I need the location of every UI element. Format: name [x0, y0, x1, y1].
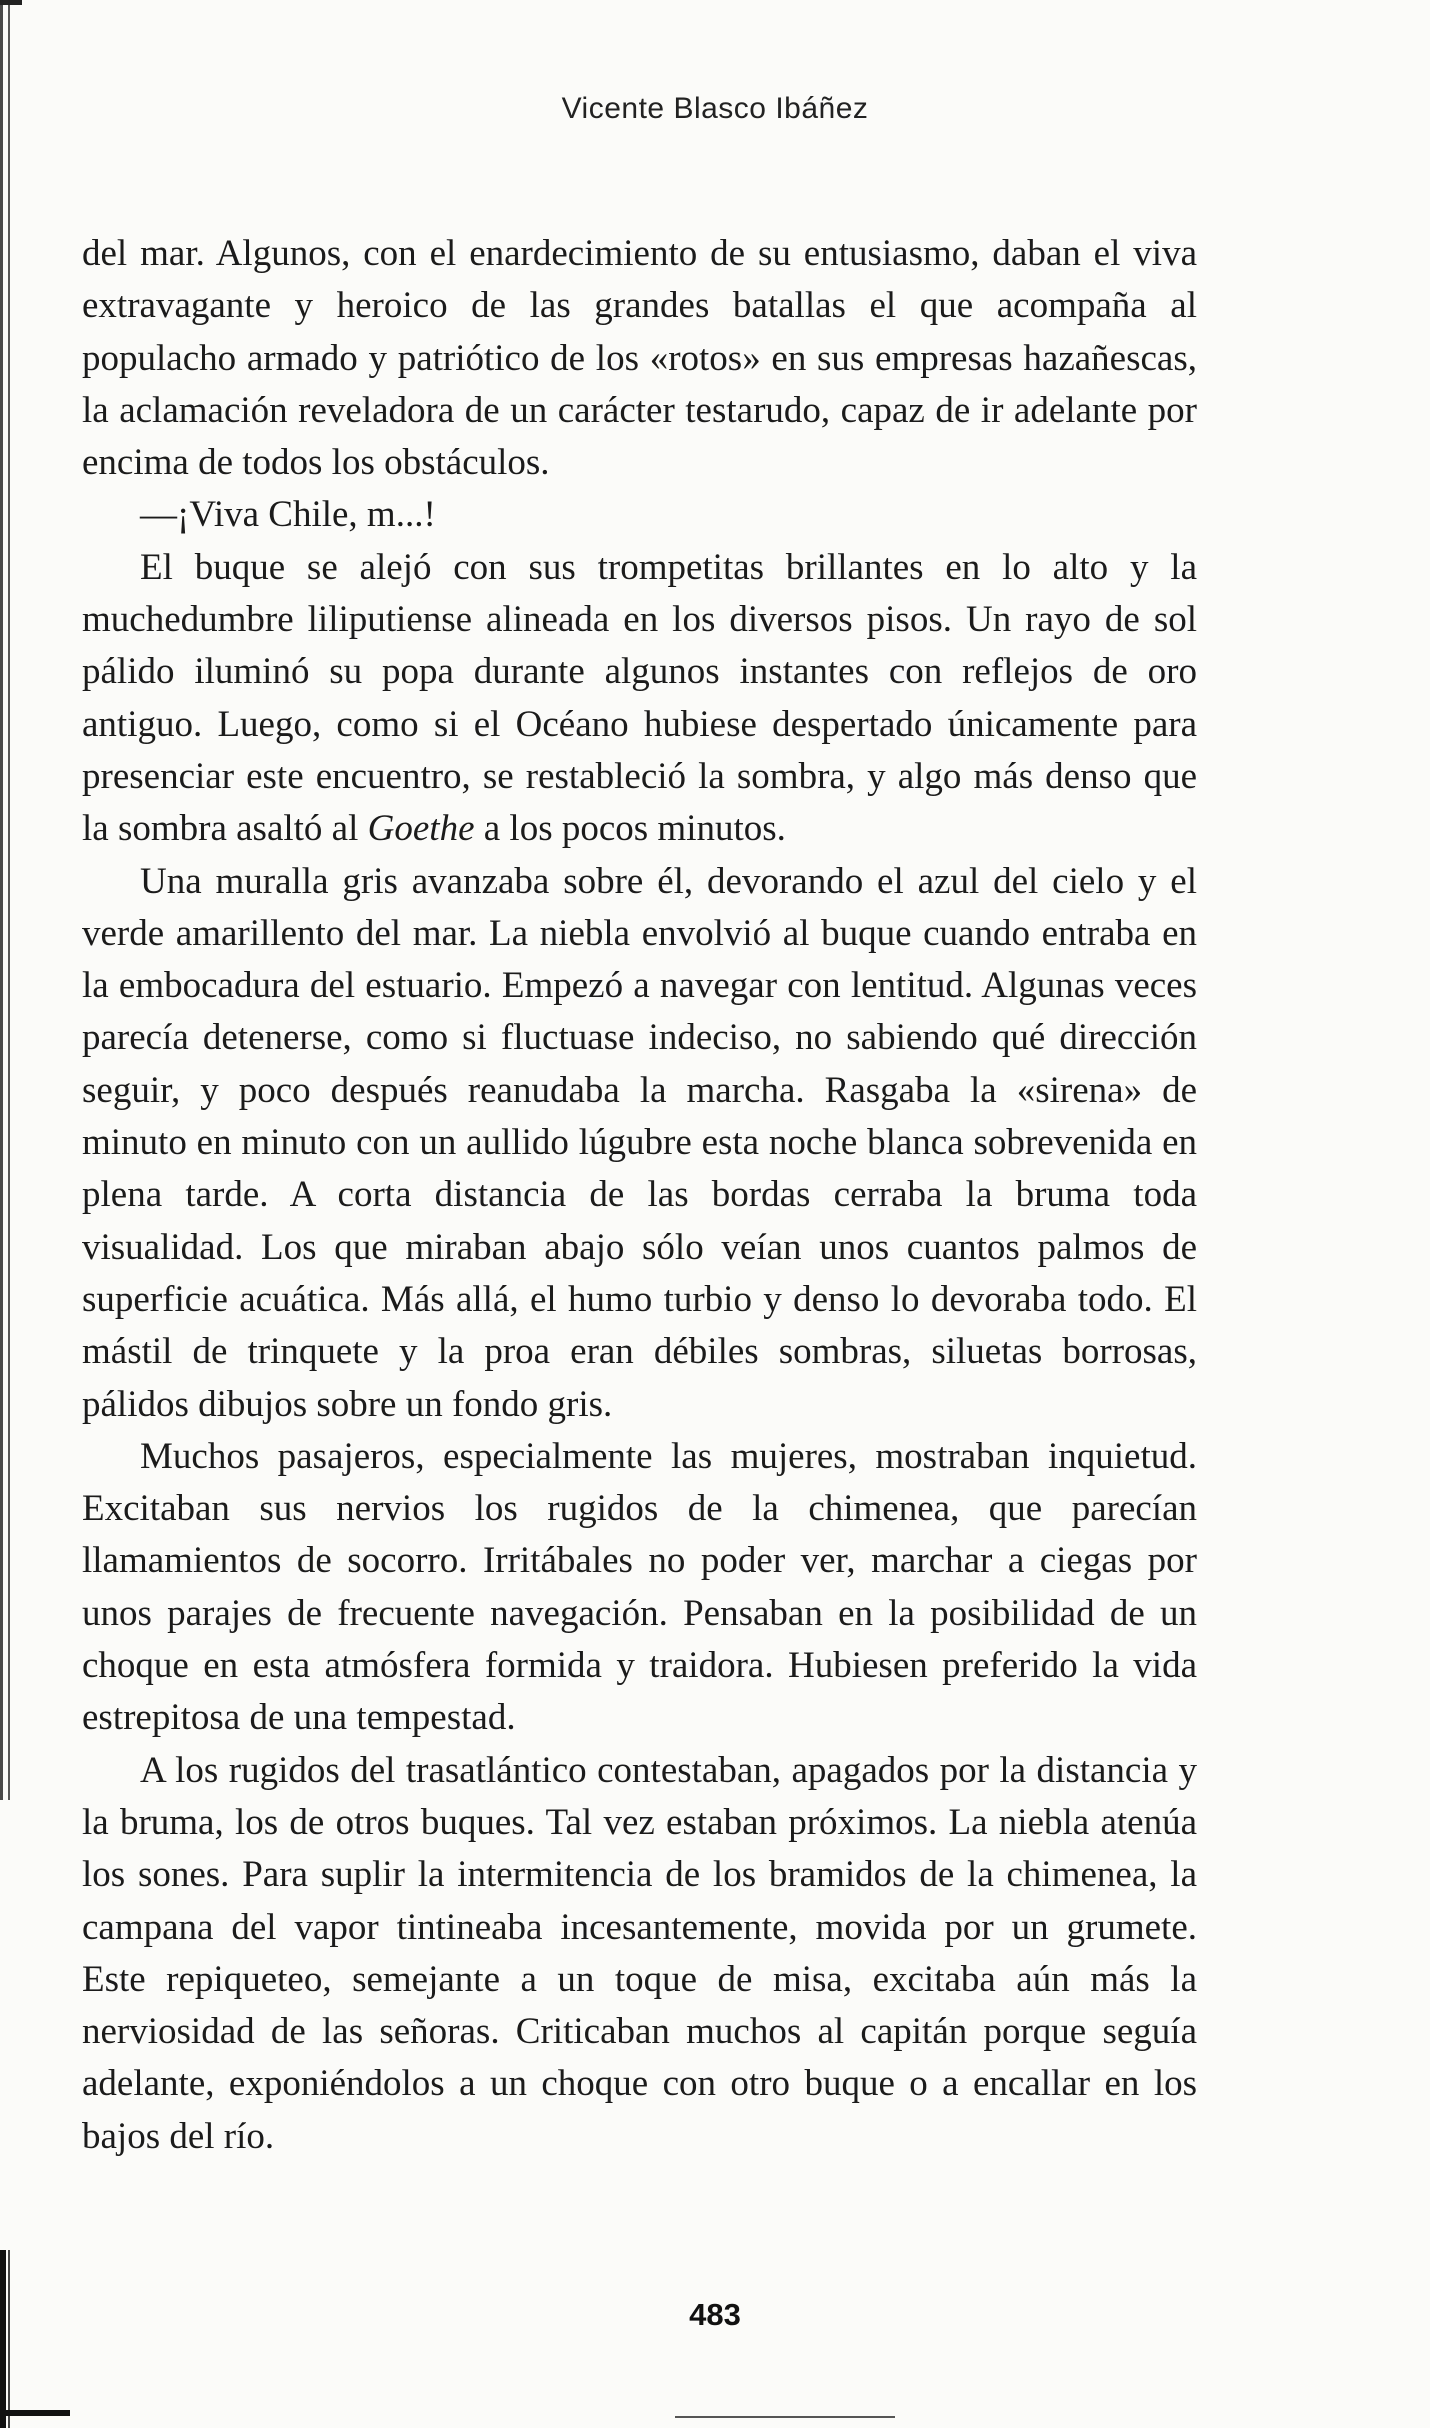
body-text — [82, 228, 1197, 2163]
page-number: 483 — [689, 2297, 741, 2332]
scan-bottom-rule — [675, 2416, 895, 2418]
paragraph-ship-departure — [82, 542, 1197, 856]
paragraph-other-ships: A los rugidos del trasatlántico contestaban, apagados por la distancia y la bruma, los de otros buques. Tal vez estaban próximos. La niebla atenúa los sones. Para suplir la intermitencia de los bramidos de la chimenea, la campana del vapor tintineaba incesantemente, movida por un grumete. Este repiqueteo, semejante a un toque de misa, excitaba aún más la nerviosidad de las señoras. Criticaban muchos al capitán porque seguía adelante, exponiéndolos a un choque con otro buque o a encallar en los bajos del río. — [82, 1749, 1197, 2157]
paragraph-text: a los pocos minutos. — [474, 808, 786, 850]
binding-shadow-top — [0, 0, 12, 1800]
scan-corner-mark-bottom — [0, 2410, 70, 2416]
paragraph-text: El buque se alejó con sus trompetitas brillantes en lo alto y la muchedumbre liliputiense alineada en los diversos pisos. Un rayo de sol pálido iluminó su popa durante algunos instantes con reflejos de oro antiguo. Luego, como si el Océano hubiese despertado únicamente para presenciar este encuentro, se restableció la sombra, y algo más denso que la sombra asaltó al — [82, 546, 1197, 850]
paragraph-dialogue: —¡Viva Chile, m...! — [140, 494, 436, 536]
paragraph-passengers: Muchos pasajeros, especialmente las mujeres, mostraban inquietud. Excitaban sus nervios los rugidos de la chimenea, que parecían llamamientos de socorro. Irritábales no poder ver, marchar a ciegas por unos parajes de frecuente navegación. Pensaban en la posibilidad de un choque en esta atmósfera formida y traidora. Hubiesen preferido la vida estrepitosa de una tempestad. — [82, 1435, 1197, 1739]
scan-corner-mark-top — [0, 0, 22, 5]
binding-shadow-bottom — [0, 2250, 12, 2428]
paragraph-fog: Una muralla gris avanzaba sobre él, devorando el azul del cielo y el verde amarillento del mar. La niebla envolvió al buque cuando entraba en la embocadura del estuario. Empezó a navegar con lentitud. Algunas veces parecía detenerse, como si fluctuase indeciso, no sabiendo qué dirección seguir, y poco después reanudaba la marcha. Rasgaba la «sirena» de minuto en minuto con un aullido lúgubre esta noche blanca sobrevenida en plena tarde. A corta distancia de las bordas cerraba la bruma toda visualidad. Los que miraban abajo sólo veían unos cuantos palmos de superficie acuática. Más allá, el humo turbio y denso lo devoraba todo. El mástil de trinquete y la proa eran débiles sombras, siluetas borrosas, pálidos dibujos sobre un fondo gris. — [82, 860, 1197, 1425]
running-head-author: Vicente Blasco Ibáñez — [561, 92, 869, 125]
paragraph-continuation: del mar. Algunos, con el enardecimiento de su entusiasmo, daban el viva extravagante y heroico de las grandes batallas el que acompaña al populacho armado y patriótico de los «rotos» en sus empresas hazañescas, la aclamación reveladora de un carácter testarudo, capaz de ir adelante por encima de todos los obstáculos. — [82, 233, 1197, 484]
page-binding-edge — [0, 0, 12, 2428]
ship-name-italic: Goethe — [367, 808, 475, 850]
